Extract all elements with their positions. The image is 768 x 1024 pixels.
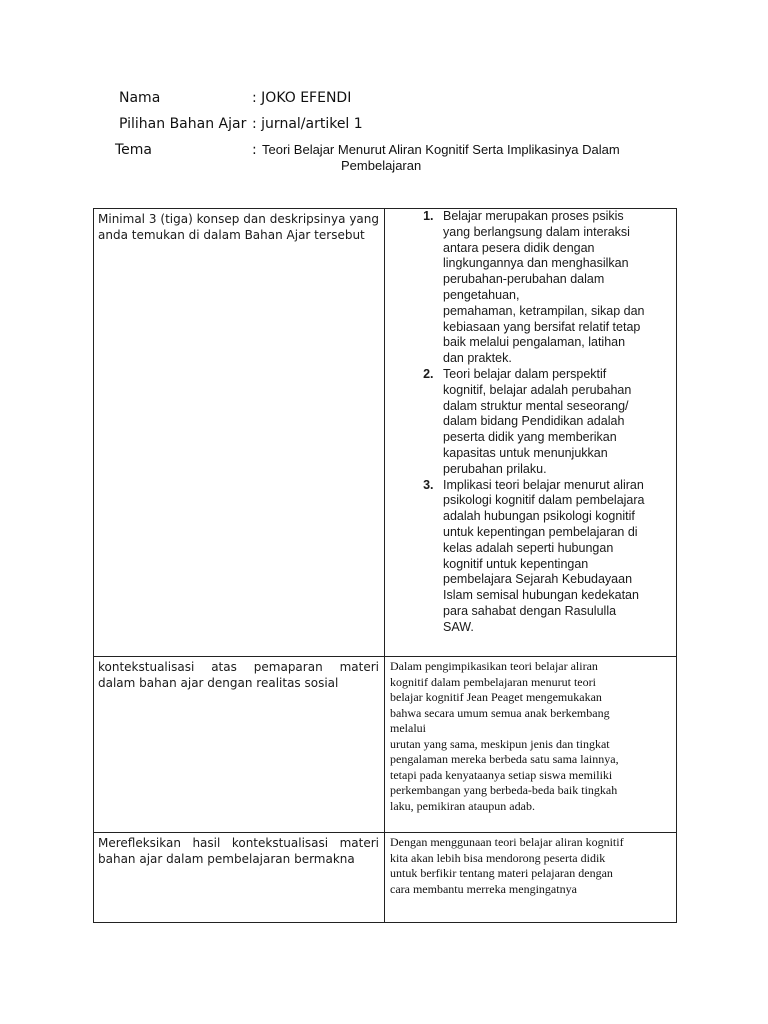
tema-line-1: Teori Belajar Menurut Aliran Kognitif Serta Implikasinya Dalam [262, 142, 620, 157]
table-row [94, 209, 677, 657]
concept-item-2: 2. Teori belajar dalam perspektif kognitif, belajar adalah perubahan dalam struktur mental seseorang/ dalam bidang Pendidikan adalah peserta didik yang memberikan kapasitas untuk menunjukkan perubahan prilaku. [437, 367, 671, 478]
concept-item-3: 3. Implikasi teori belajar menurut aliran psikologi kognitif dalam pembelajara adalah hubungan psikologi kognitif untuk kepentingan pembelajaran di kelas adalah seperti hubungan kognitif untuk kepentingan pembelajara Sejarah Kebudayaan Islam semisal hubungan kedekatan para sahabat dengan Rasululla SAW. [437, 478, 671, 636]
row-1-question: Minimal 3 (tiga) konsep dan deskripsinya yang anda temukan di dalam Bahan Ajar tersebut [98, 212, 379, 242]
nama-label: Nama [119, 90, 161, 106]
table-row [94, 657, 677, 833]
table-row [94, 833, 677, 923]
concept-item-1: 1. Belajar merupakan proses psikis yang berlangsung dalam interaksi antara pesera didik dengan lingkungannya dan menghasilkan perubahan-perubahan dalam pengetahuan, pemahaman, ketrampilan, sikap dan kebiasaan yang bersifat relatif tetap baik melalui pengalaman, latihan dan praktek. [437, 209, 671, 367]
tema-colon: : [252, 142, 257, 158]
row-2-question: kontekstualisasi atas pemaparan materi dalam bahan ajar dengan realitas sosial [98, 660, 379, 690]
nama-value: : JOKO EFENDI [252, 90, 352, 106]
tema-line-2: Pembelajaran [341, 158, 422, 173]
concept-list [385, 209, 676, 636]
bahan-ajar-label: Pilihan Bahan Ajar [119, 116, 247, 132]
assessment-table [93, 208, 677, 923]
row-3-answer: Dengan menggunaan teori belajar aliran kognitif kita akan lebih bisa mendorong peserta didik untuk berfikir tentang materi pelajaran dengan cara membantu merreka mengingatnya [390, 835, 624, 896]
row-3-question: Merefleksikan hasil kontekstualisasi materi bahan ajar dalam pembelajaran bermakna [98, 836, 379, 866]
row-2-answer: Dalam pengimpikasikan teori belajar aliran kognitif dalam pembelajaran menurut teori belajar kognitif Jean Peaget mengemukakan bahwa secara umum semua anak berkembang melalui urutan yang sama, meskipun jenis dan tingkat pengalaman mereka berbeda satu sama lainnya, tetapi pada kenyataanya setiap siswa memiliki perkembangan yang berbeda-beda baik tingkah laku, pemikiran ataupun adab. [390, 659, 619, 813]
tema-label: Tema [115, 142, 153, 158]
bahan-ajar-value: : jurnal/artikel 1 [252, 116, 363, 132]
